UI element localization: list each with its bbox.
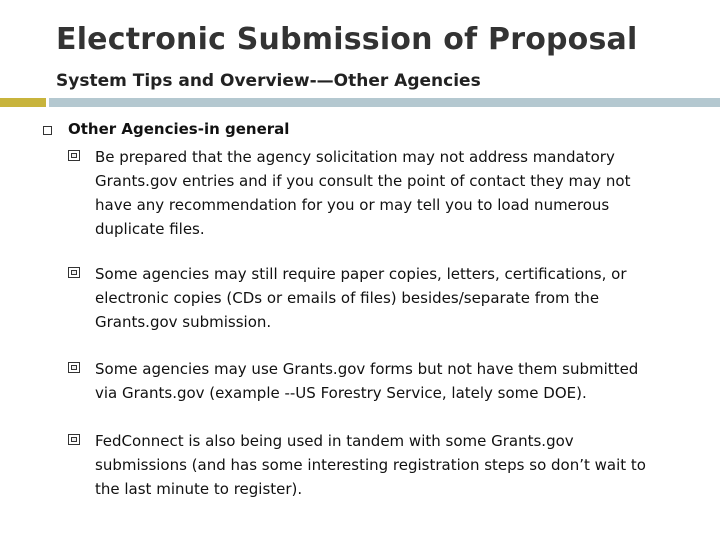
nested-square-bullet-icon: [68, 362, 80, 373]
slide-title: Electronic Submission of Proposal: [56, 22, 638, 57]
list-item-text: FedConnect is also being used in tandem with some Grants.gov submissions (and has some interesting registration steps so don’t wait to the last minute to register).: [95, 432, 646, 498]
square-bullet-icon: [43, 126, 52, 135]
list-item-text: Some agencies may use Grants.gov forms but not have them submitted via Grants.gov (example --US Forestry Service, lately some DOE).: [95, 360, 639, 402]
nested-square-bullet-icon: [68, 150, 80, 161]
level1-heading: Other Agencies-in general: [68, 120, 290, 138]
nested-square-bullet-icon: [68, 267, 80, 278]
list-item-text: Some agencies may still require paper copies, letters, certifications, or electronic copies (CDs or emails of files) besides/separate from the Grants.gov submission.: [95, 265, 627, 331]
slide-subtitle: System Tips and Overview-—Other Agencies: [56, 71, 481, 91]
nested-square-bullet-icon: [68, 434, 80, 445]
list-item-text: Be prepared that the agency solicitation may not address mandatory Grants.gov entries and if you consult the point of contact they may not have any recommendation for you or may tell you to load numerous duplicate files.: [95, 148, 631, 238]
